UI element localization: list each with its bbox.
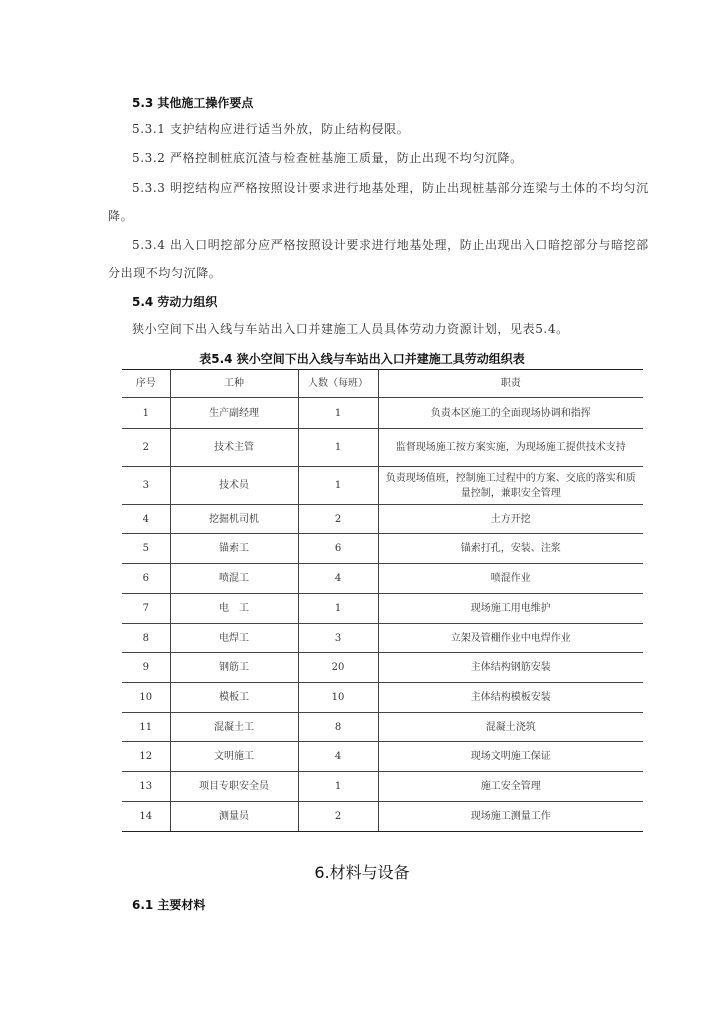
cell-trade: 喷混工	[170, 564, 298, 594]
cell-count: 2	[298, 505, 378, 534]
cell-trade: 技术员	[170, 467, 298, 505]
cell-count: 1	[298, 772, 378, 802]
cell-count: 20	[298, 653, 378, 683]
cell-no: 5	[122, 534, 170, 564]
cell-count: 1	[298, 429, 378, 467]
header-no: 序号	[122, 370, 170, 398]
header-count: 人数（每班）	[298, 370, 378, 398]
cell-trade: 文明施工	[170, 742, 298, 772]
cell-no: 14	[122, 802, 170, 832]
cell-no: 8	[122, 624, 170, 653]
cell-duty: 喷混作业	[378, 564, 643, 594]
cell-count: 4	[298, 564, 378, 594]
cell-no: 1	[122, 398, 170, 429]
table-row	[122, 505, 643, 534]
section-5-3-heading: 5.3 其他施工操作要点	[132, 96, 254, 110]
cell-no: 6	[122, 564, 170, 594]
cell-trade: 混凝土工	[170, 713, 298, 742]
paragraph-5-3-4-line1: 5.3.4 出入口明挖部分应严格按照设计要求进行地基处理，防止出现出入口暗挖部分与暗挖部	[132, 238, 649, 252]
cell-count: 10	[298, 683, 378, 713]
cell-trade: 项目专职安全员	[170, 772, 298, 802]
cell-no: 12	[122, 742, 170, 772]
cell-no: 13	[122, 772, 170, 802]
cell-duty: 现场文明施工保证	[378, 742, 643, 772]
cell-duty: 立架及管棚作业中电焊作业	[378, 624, 643, 653]
table-row	[122, 772, 643, 802]
table-row	[122, 653, 643, 683]
cell-duty: 土方开挖	[378, 505, 643, 534]
table-row	[122, 594, 643, 624]
cell-trade: 锚索工	[170, 534, 298, 564]
cell-trade: 挖掘机司机	[170, 505, 298, 534]
cell-count: 1	[298, 594, 378, 624]
table-row	[122, 564, 643, 594]
section-6-1-heading: 6.1 主要材料	[132, 898, 206, 912]
cell-duty: 负责现场值班，控制施工过程中的方案、交底的落实和质量控制，兼职安全管理	[378, 467, 643, 505]
cell-duty: 监督现场施工按方案实施，为现场施工提供技术支持	[378, 429, 643, 467]
cell-no: 11	[122, 713, 170, 742]
paragraph-5-3-3-line1: 5.3.3 明挖结构应严格按照设计要求进行地基处理，防止出现桩基部分连梁与土体的不均匀沉	[132, 181, 649, 195]
cell-count: 8	[298, 713, 378, 742]
cell-trade: 电焊工	[170, 624, 298, 653]
table-row	[122, 398, 643, 429]
cell-no: 10	[122, 683, 170, 713]
cell-no: 9	[122, 653, 170, 683]
table-row	[122, 534, 643, 564]
cell-count: 3	[298, 624, 378, 653]
table-row	[122, 802, 643, 832]
section-5-4-heading: 5.4 劳动力组织	[132, 295, 218, 309]
table-row	[122, 713, 643, 742]
paragraph-5-3-1: 5.3.1 支护结构应进行适当外放，防止结构侵限。	[132, 122, 410, 136]
cell-duty: 锚索打孔，安装、注浆	[378, 534, 643, 564]
cell-duty: 施工安全管理	[378, 772, 643, 802]
cell-duty: 现场施工测量工作	[378, 802, 643, 832]
cell-trade: 技术主管	[170, 429, 298, 467]
cell-duty: 混凝土浇筑	[378, 713, 643, 742]
table-row	[122, 742, 643, 772]
cell-count: 1	[298, 398, 378, 429]
chapter-6-heading: 6.材料与设备	[314, 863, 410, 882]
table-row	[122, 467, 643, 505]
cell-count: 6	[298, 534, 378, 564]
cell-count: 2	[298, 802, 378, 832]
paragraph-5-3-4-line2: 分出现不均匀沉降。	[108, 266, 222, 280]
cell-trade: 测量员	[170, 802, 298, 832]
cell-count: 4	[298, 742, 378, 772]
cell-trade: 生产副经理	[170, 398, 298, 429]
table-row	[122, 683, 643, 713]
cell-duty: 现场施工用电维护	[378, 594, 643, 624]
cell-no: 2	[122, 429, 170, 467]
paragraph-5-3-2: 5.3.2 严格控制桩底沉渣与检查桩基施工质量，防止出现不均匀沉降。	[132, 151, 523, 165]
cell-no: 4	[122, 505, 170, 534]
paragraph-5-3-3-line2: 降。	[108, 209, 134, 223]
table-row	[122, 429, 643, 467]
table-row	[122, 624, 643, 653]
labor-organization-table	[122, 369, 643, 832]
cell-duty: 主体结构模板安装	[378, 683, 643, 713]
cell-trade: 钢筋工	[170, 653, 298, 683]
cell-duty: 主体结构钢筋安装	[378, 653, 643, 683]
cell-count: 1	[298, 467, 378, 505]
paragraph-5-4: 狭小空间下出入线与车站出入口并建施工人员具体劳动力资源计划，见表5.4。	[132, 322, 569, 336]
cell-trade: 模板工	[170, 683, 298, 713]
cell-no: 3	[122, 467, 170, 505]
cell-duty: 负责本区施工的全面现场协调和指挥	[378, 398, 643, 429]
table-header-row	[122, 370, 643, 398]
header-duty: 职责	[378, 370, 643, 398]
header-trade: 工种	[170, 370, 298, 398]
cell-trade: 电 工	[170, 594, 298, 624]
table-title: 表5.4 狭小空间下出入线与车站出入口并建施工具劳动组织表	[199, 352, 525, 366]
cell-no: 7	[122, 594, 170, 624]
